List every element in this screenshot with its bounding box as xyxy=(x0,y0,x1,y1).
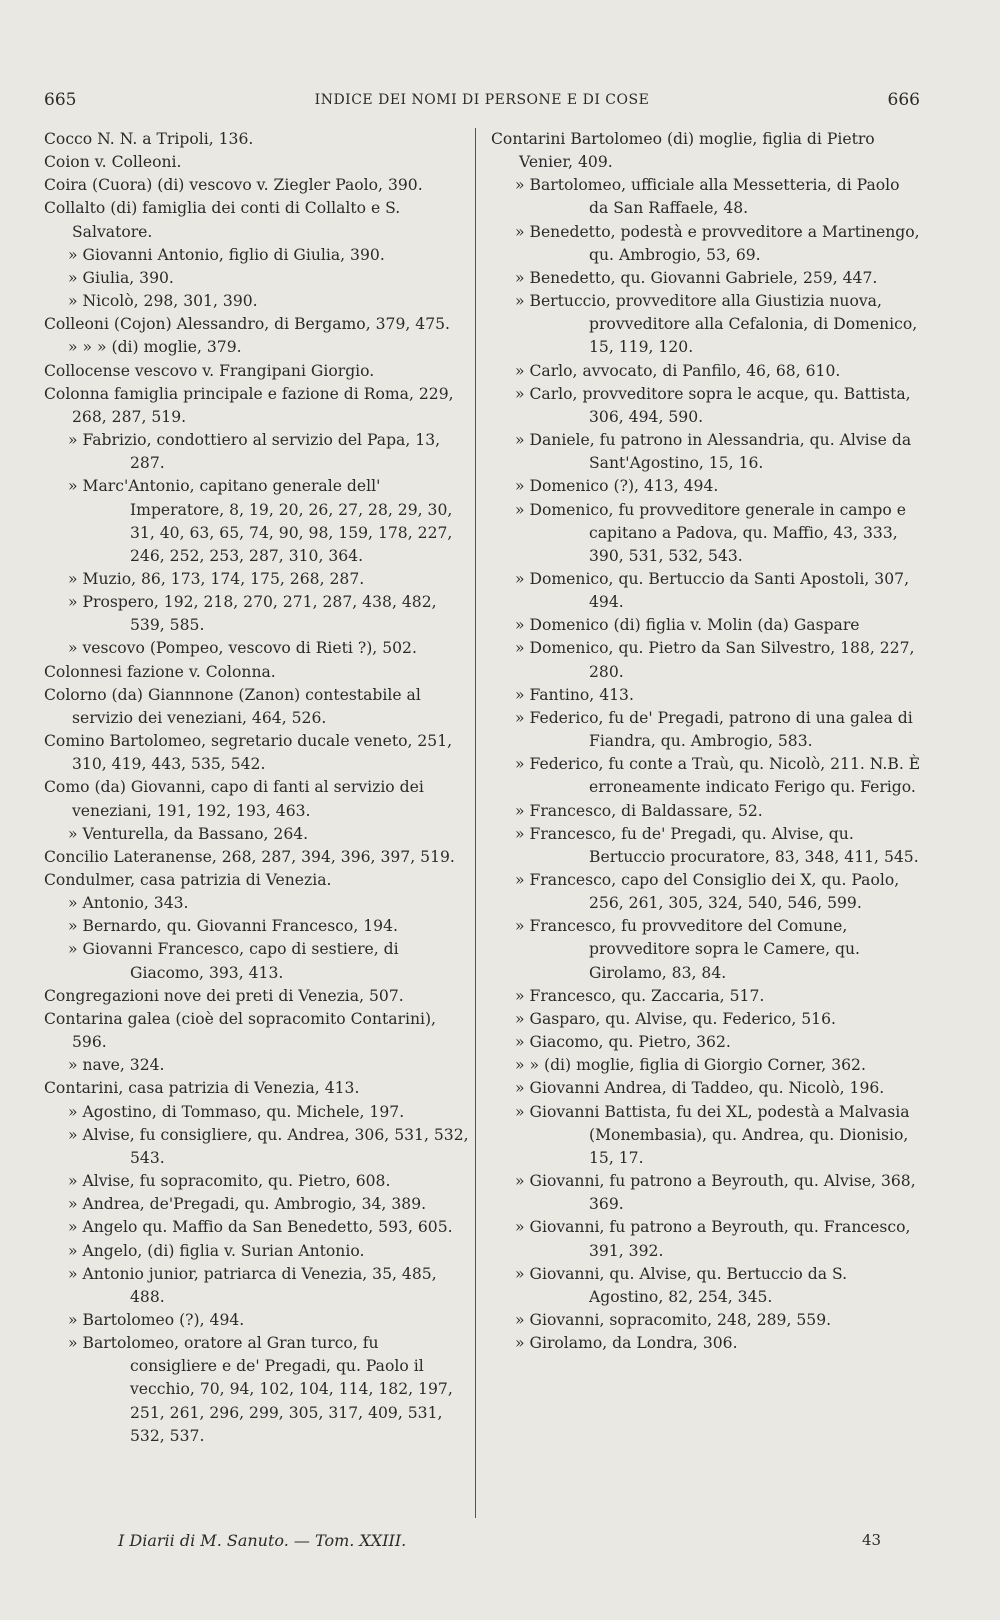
index-entry: Cocco N. N. a Tripoli, 136. xyxy=(44,130,254,148)
column-divider xyxy=(475,128,476,1518)
index-entry: » Domenico, qu. Pietro da San Silvestro, 188, 227, 280. xyxy=(515,639,915,681)
index-entry: » vescovo (Pompeo, vescovo di Rieti ?), 502. xyxy=(68,639,417,658)
index-entry: » Benedetto, podestà e provveditore a Martinengo, qu. Ambrogio, 53, 69. xyxy=(515,222,920,264)
index-entry: » Girolamo, da Londra, 306. xyxy=(515,1334,738,1353)
index-entry: » Benedetto, qu. Giovanni Gabriele, 259, 447. xyxy=(515,268,878,287)
index-entry: » Giacomo, qu. Pietro, 362. xyxy=(515,1033,731,1052)
index-entry: Condulmer, casa patrizia di Venezia. xyxy=(44,871,332,889)
index-entry: » » (di) moglie, figlia di Giorgio Corner, 362. xyxy=(515,1056,866,1075)
left-column xyxy=(44,128,469,1448)
running-title: INDICE DEI NOMI DI PERSONE E DI COSE xyxy=(314,92,650,108)
index-entry: » Domenico, qu. Bertuccio da Santi Apostoli, 307, 494. xyxy=(515,569,910,612)
index-entry: Coira (Cuora) (di) vescovo v. Ziegler Paolo, 390. xyxy=(44,176,423,195)
index-entry: Collalto (di) famiglia dei conti di Collalto e S. Salvatore. xyxy=(44,199,401,241)
index-entry: Contarini, casa patrizia di Venezia, 413. xyxy=(44,1079,360,1098)
index-entry: » Alvise, fu sopracomito, qu. Pietro, 608. xyxy=(68,1172,391,1191)
index-entry: » Giovanni Antonio, figlio di Giulia, 390. xyxy=(68,245,385,264)
index-entry: Como (da) Giovanni, capo di fanti al servizio dei veneziani, 191, 192, 193, 463. xyxy=(44,778,424,820)
index-entry: » Giovanni, fu patrono a Beyrouth, qu. Francesco, 391, 392. xyxy=(515,1218,911,1260)
index-entry: » Giulia, 390. xyxy=(68,268,174,287)
index-entry: » Francesco, capo del Consiglio dei X, qu. Paolo, 256, 261, 305, 324, 540, 546, 599. xyxy=(515,871,900,913)
index-entry: Colonnesi fazione v. Colonna. xyxy=(44,662,276,681)
index-entry: » Fabrizio, condottiero al servizio del Papa, 13, 287. xyxy=(68,431,441,473)
index-entry: » Federico, fu de' Pregadi, patrono di una galea di Fiandra, qu. Ambrogio, 583. xyxy=(515,708,913,751)
index-entry: » Bartolomeo, oratore al Gran turco, fu consigliere e de' Pregadi, qu. Paolo il vecchio, 70, 94, 102, 104, 114, 182, 197, 251, 261, 296, 299, 305, 317, 409, 531, 532, 537. xyxy=(68,1334,453,1445)
index-entry: » Francesco, qu. Zaccaria, 517. xyxy=(515,986,765,1005)
index-entry: Concilio Lateranense, 268, 287, 394, 396, 397, 519. xyxy=(44,847,455,866)
index-entry: Colleoni (Cojon) Alessandro, di Bergamo, 379, 475. xyxy=(44,315,451,334)
index-entry: » Angelo qu. Maffio da San Benedetto, 593, 605. xyxy=(68,1218,453,1237)
index-entry: » nave, 324. xyxy=(68,1056,165,1075)
index-entry: » Giovanni, fu patrono a Beyrouth, qu. Alvise, 368, 369. xyxy=(515,1172,916,1214)
page-number-right: 666 xyxy=(887,90,920,110)
index-entry: » Domenico (di) figlia v. Molin (da) Gaspare xyxy=(515,616,860,635)
index-entry: » Carlo, avvocato, di Panfilo, 46, 68, 610. xyxy=(515,361,841,380)
index-entry: » Fantino, 413. xyxy=(515,685,634,704)
index-entry: Contarina galea (cioè del sopracomito Contarini), 596. xyxy=(44,1009,437,1052)
index-entry: » Giovanni Battista, fu dei XL, podestà a Malvasia (Monembasia), qu. Andrea, qu. Dionisio, 15, 17. xyxy=(515,1102,910,1167)
index-entry: » Federico, fu conte a Traù, qu. Nicolò, 211. N.B. È erroneamente indicato Ferigo qu. Ferigo. xyxy=(515,755,921,797)
index-entry: » Venturella, da Bassano, 264. xyxy=(68,824,309,843)
page-number-left: 665 xyxy=(44,90,77,110)
index-entry: » » » (di) moglie, 379. xyxy=(68,338,242,357)
index-entry: » Antonio junior, patriarca di Venezia, 35, 485, 488. xyxy=(68,1264,437,1306)
index-entry: » Bartolomeo (?), 494. xyxy=(68,1310,245,1329)
index-entry: » Andrea, de'Pregadi, qu. Ambrogio, 34, 389. xyxy=(68,1195,427,1214)
index-entry: » Bernardo, qu. Giovanni Francesco, 194. xyxy=(68,917,398,936)
index-entry: » Carlo, provveditore sopra le acque, qu. Battista, 306, 494, 590. xyxy=(515,384,911,426)
index-entry: » Francesco, di Baldassare, 52. xyxy=(515,801,763,820)
index-entry: » Domenico (?), 413, 494. xyxy=(515,477,719,496)
right-column xyxy=(491,128,923,1355)
index-entry: » Giovanni, qu. Alvise, qu. Bertuccio da S. Agostino, 82, 254, 345. xyxy=(515,1264,848,1306)
index-entry: » Prospero, 192, 218, 270, 271, 287, 438, 482, 539, 585. xyxy=(68,593,437,635)
index-entry: Comino Bartolomeo, segretario ducale veneto, 251, 310, 419, 443, 535, 542. xyxy=(44,732,453,774)
index-entry: » Giovanni Francesco, capo di sestiere, di Giacomo, 393, 413. xyxy=(68,940,399,982)
index-entry: » Francesco, fu provveditore del Comune, provveditore sopra le Camere, qu. Girolamo, 83, 84. xyxy=(515,917,861,982)
index-entry: » Antonio, 343. xyxy=(68,894,189,913)
index-entry: Coion v. Colleoni. xyxy=(44,153,182,172)
index-entry: Contarini Bartolomeo (di) moglie, figlia di Pietro Venier, 409. xyxy=(491,130,875,172)
index-entry: » Gasparo, qu. Alvise, qu. Federico, 516. xyxy=(515,1009,836,1028)
index-entry: » Domenico, fu provveditore generale in campo e capitano a Padova, qu. Maffio, 43, 333, 390, 531, 532, 543. xyxy=(515,500,906,565)
index-entry: » Daniele, fu patrono in Alessandria, qu. Alvise da Sant'Agostino, 15, 16. xyxy=(515,431,912,473)
index-entry: » Angelo, (di) figlia v. Surian Antonio. xyxy=(68,1241,365,1260)
index-entry: » Marc'Antonio, capitano generale dell' Imperatore, 8, 19, 20, 26, 27, 28, 29, 30, 31, 40, 63, 65, 74, 90, 98, 159, 178, 227, 246, 252, 253, 287, 310, 364. xyxy=(68,477,453,565)
index-entry: » Bartolomeo, ufficiale alla Messetteria, di Paolo da San Raffaele, 48. xyxy=(515,176,900,218)
index-entry: » Alvise, fu consigliere, qu. Andrea, 306, 531, 532, 543. xyxy=(68,1125,469,1167)
index-entry: » Agostino, di Tommaso, qu. Michele, 197. xyxy=(68,1102,405,1121)
signature-text: I Diarii di M. Sanuto. — Tom. XXIII. xyxy=(118,1531,407,1550)
page-header xyxy=(44,90,920,116)
index-entry: Collocense vescovo v. Frangipani Giorgio. xyxy=(44,361,375,380)
index-entry: Colorno (da) Giannnone (Zanon) contestabile al servizio dei veneziani, 464, 526. xyxy=(44,685,421,727)
index-entry: Colonna famiglia principale e fazione di Roma, 229, 268, 287, 519. xyxy=(44,384,454,426)
sheet-number: 43 xyxy=(862,1531,882,1549)
index-entry: » Bertuccio, provveditore alla Giustizia nuova, provveditore alla Cefalonia, di Domenico, 15, 119, 120. xyxy=(515,292,918,357)
footer-signature xyxy=(118,1531,448,1550)
index-entry: » Giovanni Andrea, di Taddeo, qu. Nicolò, 196. xyxy=(515,1079,885,1098)
index-entry: » Giovanni, sopracomito, 248, 289, 559. xyxy=(515,1310,832,1329)
index-entry: Congregazioni nove dei preti di Venezia, 507. xyxy=(44,986,404,1005)
index-entry: » Francesco, fu de' Pregadi, qu. Alvise, qu. Bertuccio procuratore, 83, 348, 411, 545. xyxy=(515,824,919,866)
index-entry: » Nicolò, 298, 301, 390. xyxy=(68,292,258,311)
index-entry: » Muzio, 86, 173, 174, 175, 268, 287. xyxy=(68,569,365,588)
